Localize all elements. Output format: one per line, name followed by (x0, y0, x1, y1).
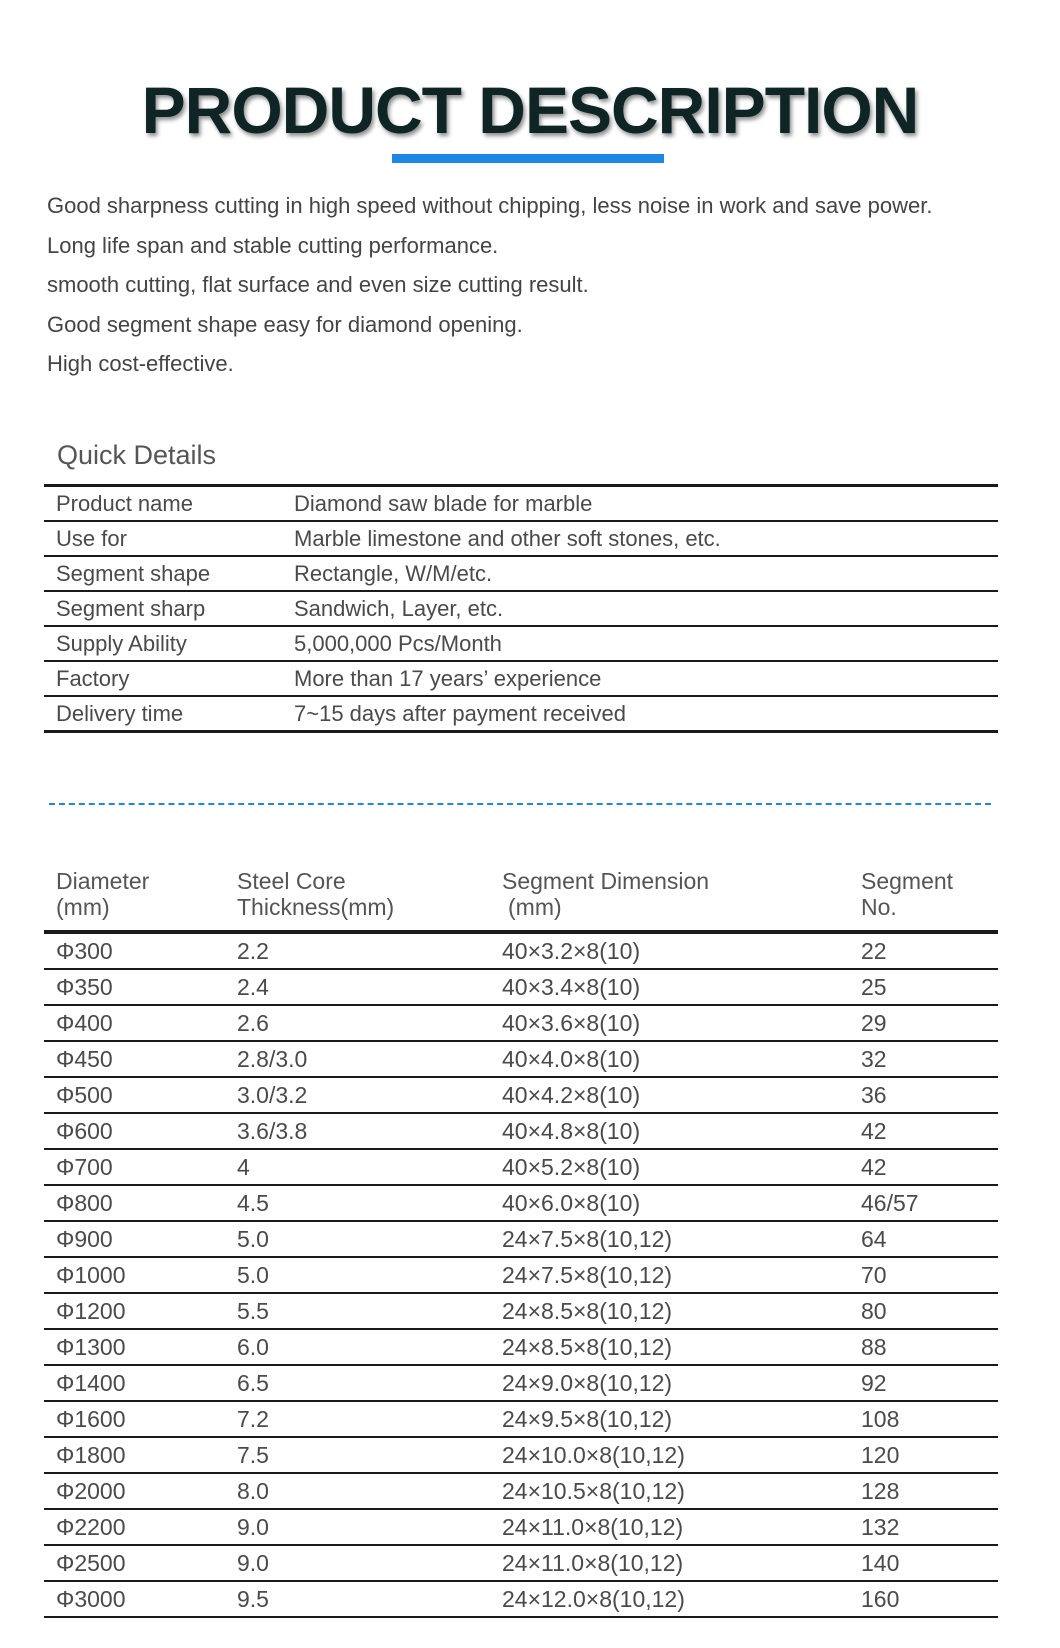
table-row (44, 1438, 998, 1474)
table-row (44, 1258, 998, 1294)
segment-no-cell: 25 (861, 973, 887, 1000)
table-row (44, 934, 998, 970)
header-segment-dimension (490, 868, 859, 920)
header-line: No. (861, 894, 897, 920)
steel-core-cell: 5.0 (237, 1261, 269, 1288)
segment-dimension-cell: 40×5.2×8(10) (502, 1153, 641, 1180)
table-row (44, 1366, 998, 1402)
steel-core-cell: 2.8/3.0 (237, 1045, 308, 1072)
table-row (44, 970, 998, 1006)
quick-details-row (44, 592, 998, 627)
section-divider (49, 803, 991, 805)
diameter-cell: Φ700 (56, 1153, 113, 1180)
diameter-cell: Φ500 (56, 1081, 113, 1108)
table-row (44, 1474, 998, 1510)
steel-core-cell: 6.5 (237, 1369, 269, 1396)
steel-core-cell: 7.5 (237, 1441, 269, 1468)
segment-dimension-cell: 40×4.8×8(10) (502, 1117, 641, 1144)
page-title: PRODUCT DESCRIPTION (141, 73, 919, 147)
diameter-cell: Φ350 (56, 973, 113, 1000)
diameter-cell: Φ2000 (56, 1477, 126, 1504)
steel-core-cell: 4.5 (237, 1189, 269, 1216)
segment-no-cell: 88 (861, 1333, 887, 1360)
quick-details-value: More than 17 years’ experience (294, 665, 602, 691)
steel-core-cell: 2.6 (237, 1009, 269, 1036)
table-row (44, 1330, 998, 1366)
steel-core-cell: 5.5 (237, 1297, 269, 1324)
quick-details-row (44, 557, 998, 592)
quick-details-row (44, 627, 998, 662)
table-row (44, 1222, 998, 1258)
header-line: Segment Dimension (502, 868, 710, 894)
header-segment-no (859, 868, 998, 920)
table-row (44, 1546, 998, 1582)
segment-no-cell: 36 (861, 1081, 887, 1108)
quick-details-value: Rectangle, W/M/etc. (294, 560, 493, 586)
table-row (44, 1402, 998, 1438)
segment-dimension-cell: 24×7.5×8(10,12) (502, 1261, 673, 1288)
steel-core-cell: 2.2 (237, 937, 269, 964)
segment-no-cell: 42 (861, 1117, 887, 1144)
diameter-cell: Φ2500 (56, 1549, 126, 1576)
segment-dimension-cell: 24×9.0×8(10,12) (502, 1369, 673, 1396)
steel-core-cell: 3.0/3.2 (237, 1081, 308, 1108)
diameter-cell: Φ600 (56, 1117, 113, 1144)
segment-no-cell: 132 (861, 1513, 900, 1540)
diameter-cell: Φ1600 (56, 1405, 126, 1432)
segment-dimension-cell: 24×9.5×8(10,12) (502, 1405, 673, 1432)
quick-details-value: Diamond saw blade for marble (294, 490, 593, 516)
steel-core-cell: 9.0 (237, 1513, 269, 1540)
segment-dimension-cell: 40×3.6×8(10) (502, 1009, 641, 1036)
quick-details-label: Segment shape (56, 560, 211, 586)
segment-dimension-cell: 40×4.0×8(10) (502, 1045, 641, 1072)
header-line: (mm) (508, 894, 562, 920)
segment-dimension-cell: 24×8.5×8(10,12) (502, 1297, 673, 1324)
table-row (44, 1582, 998, 1618)
description-line: Good segment shape easy for diamond opening. (47, 311, 523, 337)
segment-no-cell: 80 (861, 1297, 887, 1324)
segment-no-cell: 42 (861, 1153, 887, 1180)
header-diameter (44, 868, 224, 920)
table-row (44, 1078, 998, 1114)
table-row (44, 1510, 998, 1546)
table-row (44, 1114, 998, 1150)
header-steel-core (224, 868, 490, 920)
segment-no-cell: 22 (861, 937, 887, 964)
description-line: High cost-effective. (47, 351, 234, 376)
segment-no-cell: 128 (861, 1477, 900, 1504)
spec-table (44, 868, 998, 1618)
segment-dimension-cell: 40×3.4×8(10) (502, 973, 641, 1000)
segment-dimension-cell: 24×10.5×8(10,12) (502, 1477, 685, 1504)
description-block (47, 186, 1027, 384)
diameter-cell: Φ1400 (56, 1369, 126, 1396)
segment-dimension-cell: 24×7.5×8(10,12) (502, 1225, 673, 1252)
quick-details-row (44, 662, 998, 697)
header-line: Steel Core (237, 868, 346, 894)
segment-dimension-cell: 24×8.5×8(10,12) (502, 1333, 673, 1360)
diameter-cell: Φ1300 (56, 1333, 126, 1360)
segment-dimension-cell: 40×4.2×8(10) (502, 1081, 641, 1108)
table-row (44, 1006, 998, 1042)
diameter-cell: Φ1200 (56, 1297, 126, 1324)
quick-details-label: Supply Ability (56, 630, 187, 656)
quick-details-row (44, 487, 998, 522)
quick-details-value: Marble limestone and other soft stones, etc. (294, 525, 721, 551)
diameter-cell: Φ2200 (56, 1513, 126, 1540)
header-line: (mm) (56, 894, 110, 920)
steel-core-cell: 2.4 (237, 973, 269, 1000)
quick-details-label: Use for (56, 525, 127, 551)
quick-details-row (44, 522, 998, 557)
table-row (44, 1294, 998, 1330)
segment-no-cell: 64 (861, 1225, 887, 1252)
header-line: Diameter (56, 868, 150, 894)
diameter-cell: Φ300 (56, 937, 113, 964)
segment-no-cell: 140 (861, 1549, 900, 1576)
quick-details-heading: Quick Details (57, 440, 217, 470)
segment-no-cell: 120 (861, 1441, 900, 1468)
segment-dimension-cell: 40×3.2×8(10) (502, 937, 641, 964)
segment-dimension-cell: 24×12.0×8(10,12) (502, 1585, 685, 1612)
description-line: smooth cutting, flat surface and even size cutting result. (47, 272, 589, 297)
title-underline (392, 154, 664, 163)
quick-details-label: Product name (56, 490, 193, 516)
segment-dimension-cell: 40×6.0×8(10) (502, 1189, 641, 1216)
quick-details-value: 7~15 days after payment received (294, 700, 627, 726)
quick-details-value: Sandwich, Layer, etc. (294, 595, 504, 621)
diameter-cell: Φ450 (56, 1045, 113, 1072)
spec-table-body (44, 934, 998, 1618)
steel-core-cell: 9.5 (237, 1585, 269, 1612)
steel-core-cell: 7.2 (237, 1405, 269, 1432)
quick-details-label: Delivery time (56, 700, 184, 726)
steel-core-cell: 4 (237, 1153, 250, 1180)
diameter-cell: Φ1800 (56, 1441, 126, 1468)
table-row (44, 1150, 998, 1186)
quick-details-table (44, 484, 998, 733)
steel-core-cell: 5.0 (237, 1225, 269, 1252)
header-line: Segment (861, 868, 954, 894)
quick-details-value: 5,000,000 Pcs/Month (294, 630, 502, 656)
description-line: Long life span and stable cutting performance. (47, 232, 499, 258)
spec-table-header (44, 868, 998, 934)
diameter-cell: Φ400 (56, 1009, 113, 1036)
segment-no-cell: 92 (861, 1369, 887, 1396)
diameter-cell: Φ1000 (56, 1261, 126, 1288)
steel-core-cell: 3.6/3.8 (237, 1117, 308, 1144)
steel-core-cell: 6.0 (237, 1333, 269, 1360)
table-row (44, 1042, 998, 1078)
diameter-cell: Φ3000 (56, 1585, 126, 1612)
segment-no-cell: 46/57 (861, 1189, 919, 1216)
segment-dimension-cell: 24×11.0×8(10,12) (502, 1513, 684, 1540)
header-line: Thickness(mm) (237, 894, 395, 920)
steel-core-cell: 9.0 (237, 1549, 269, 1576)
segment-dimension-cell: 24×10.0×8(10,12) (502, 1441, 685, 1468)
segment-dimension-cell: 24×11.0×8(10,12) (502, 1549, 684, 1576)
quick-details-row (44, 697, 998, 733)
segment-no-cell: 29 (861, 1009, 887, 1036)
segment-no-cell: 32 (861, 1045, 887, 1072)
segment-no-cell: 108 (861, 1405, 900, 1432)
segment-no-cell: 70 (861, 1261, 887, 1288)
segment-no-cell: 160 (861, 1585, 900, 1612)
steel-core-cell: 8.0 (237, 1477, 269, 1504)
quick-details-label: Factory (56, 665, 130, 691)
table-row (44, 1186, 998, 1222)
diameter-cell: Φ800 (56, 1189, 113, 1216)
quick-details-label: Segment sharp (56, 595, 206, 621)
description-line: Good sharpness cutting in high speed without chipping, less noise in work and save power. (47, 193, 933, 218)
diameter-cell: Φ900 (56, 1225, 113, 1252)
